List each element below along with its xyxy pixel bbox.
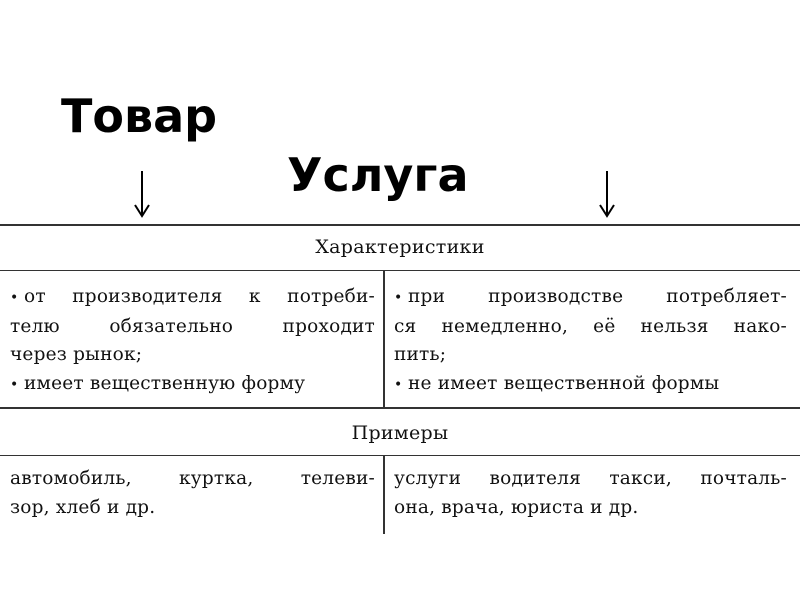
bullet-icon: • bbox=[10, 290, 19, 306]
line-text: она, врача, юриста и др. bbox=[394, 496, 639, 518]
title-goods: Товар bbox=[61, 89, 218, 143]
text-line bbox=[394, 341, 787, 370]
line-text: пить; bbox=[394, 344, 447, 365]
line-text: автомобиль, куртка, телеви- bbox=[10, 468, 375, 489]
line-text: телю обязательно проходит bbox=[10, 315, 375, 337]
line-text: при производстве потребляет- bbox=[408, 286, 787, 307]
table-divider bbox=[0, 407, 800, 409]
table-divider bbox=[0, 455, 800, 456]
service-characteristics bbox=[394, 283, 787, 399]
comparison-table bbox=[0, 224, 800, 535]
text-line bbox=[10, 370, 375, 400]
line-text: не имеет вещественной формы bbox=[408, 372, 720, 394]
title-service: Услуга bbox=[287, 148, 469, 202]
line-text: ся немедленно, её нельзя нако- bbox=[394, 315, 787, 337]
column-divider bbox=[383, 271, 385, 407]
bullet-icon: • bbox=[394, 376, 403, 393]
text-line bbox=[394, 494, 787, 523]
text-line bbox=[10, 313, 375, 342]
table-divider bbox=[0, 270, 800, 271]
table-top-border bbox=[0, 224, 800, 226]
goods-examples bbox=[10, 465, 375, 522]
text-line bbox=[394, 465, 787, 494]
text-line bbox=[394, 370, 787, 400]
goods-characteristics bbox=[10, 283, 375, 399]
examples-header: Примеры bbox=[351, 422, 449, 444]
line-text: через рынок; bbox=[10, 344, 143, 365]
bullet-icon: • bbox=[394, 290, 403, 306]
line-text: услуги водителя такси, почталь- bbox=[394, 468, 787, 489]
text-line bbox=[10, 283, 375, 313]
line-text: от производителя к потреби- bbox=[24, 286, 375, 307]
arrow-down-icon bbox=[133, 171, 151, 219]
line-text: имеет вещественную форму bbox=[24, 372, 306, 394]
arrow-down-icon bbox=[598, 171, 616, 219]
bullet-icon: • bbox=[10, 376, 19, 393]
text-line bbox=[394, 313, 787, 342]
column-divider bbox=[383, 456, 385, 534]
line-text: зор, хлеб и др. bbox=[10, 496, 156, 518]
text-line bbox=[10, 341, 375, 370]
text-line bbox=[10, 494, 375, 523]
characteristics-header: Характеристики bbox=[315, 236, 485, 258]
service-examples bbox=[394, 465, 787, 522]
text-line bbox=[10, 465, 375, 494]
text-line bbox=[394, 283, 787, 313]
